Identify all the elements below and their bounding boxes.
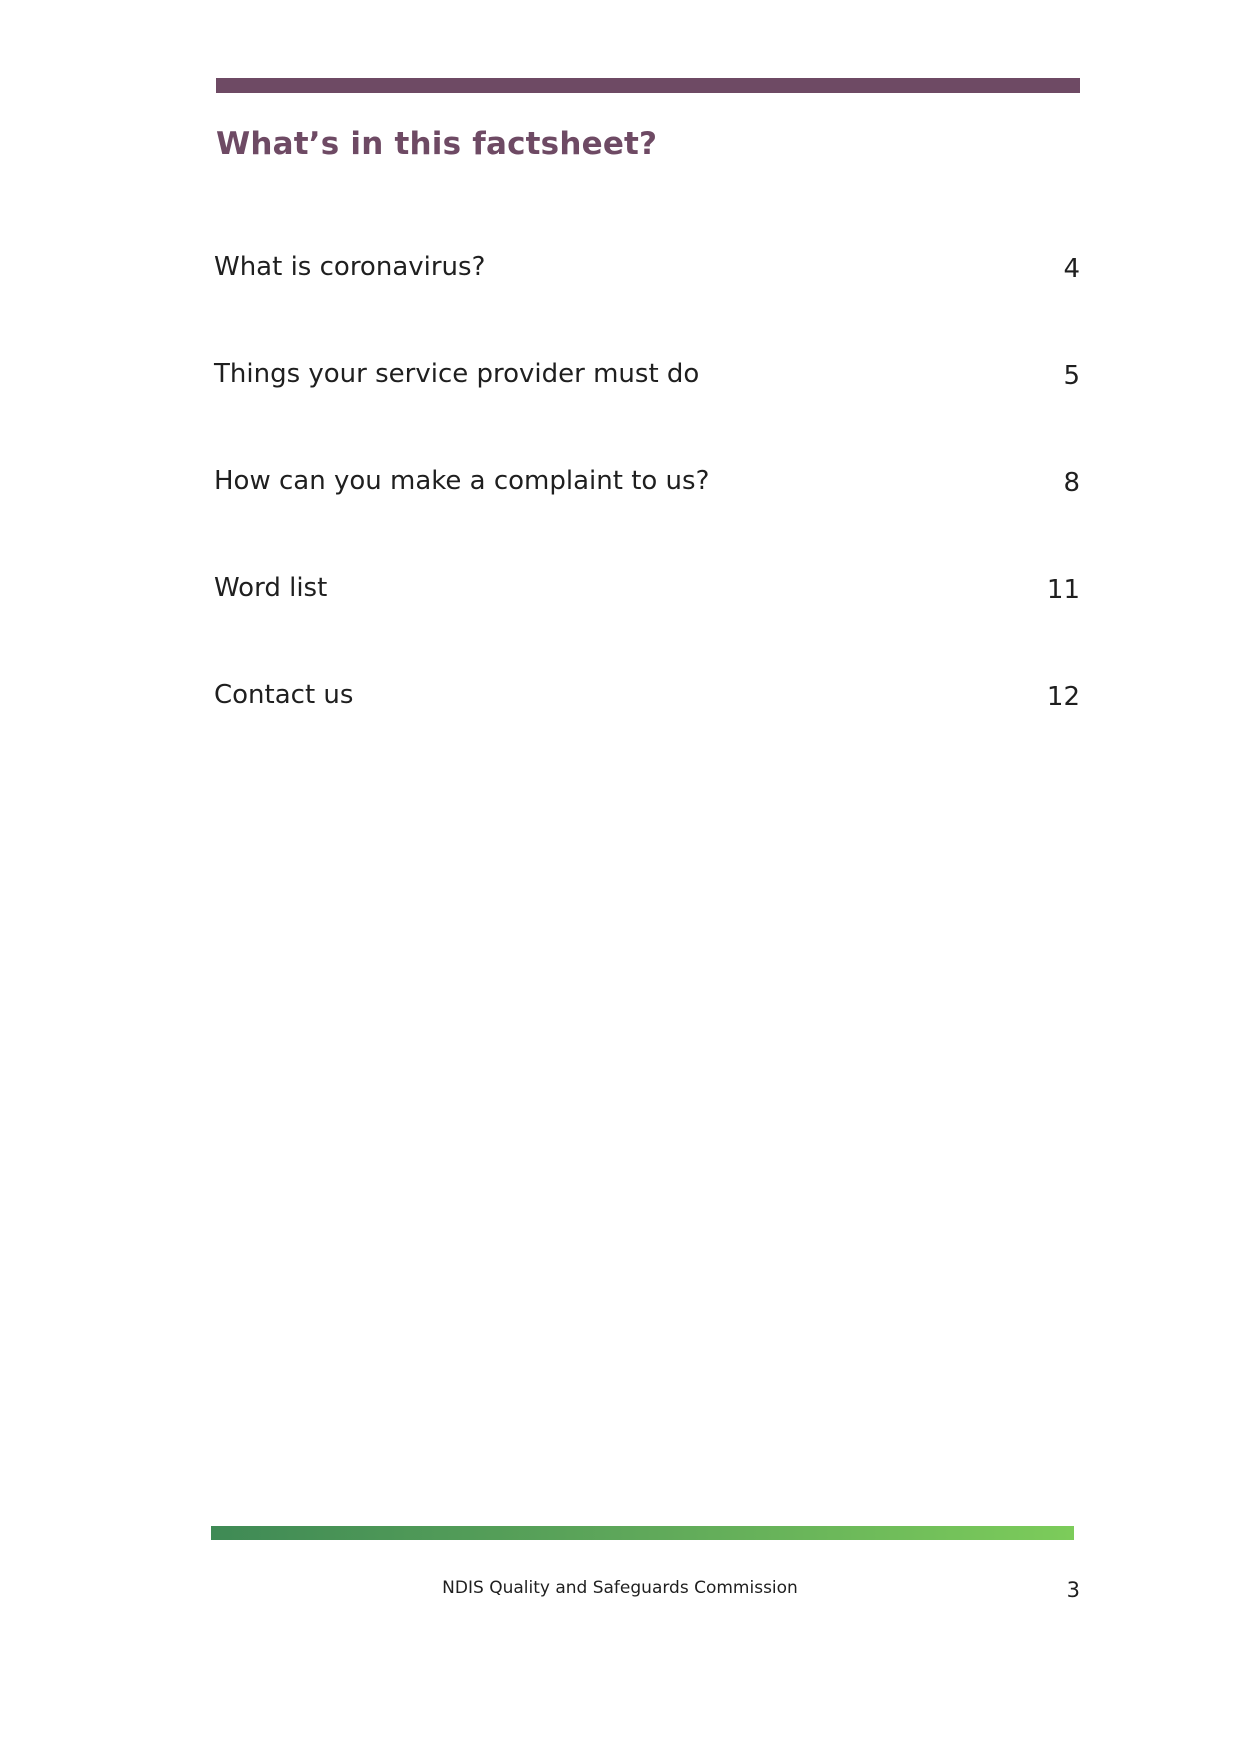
toc-item-word-list[interactable] xyxy=(214,565,1080,672)
toc-item-page: 11 xyxy=(1046,575,1080,605)
footer-rule xyxy=(211,1526,1074,1540)
toc-item-page: 4 xyxy=(1063,254,1080,284)
toc-item-label[interactable]: Contact us xyxy=(214,680,354,710)
toc-item-label[interactable]: How can you make a complaint to us? xyxy=(214,466,710,496)
table-of-contents xyxy=(214,244,1080,779)
toc-item-page: 5 xyxy=(1063,361,1080,391)
toc-item-label[interactable]: What is coronavirus? xyxy=(214,252,486,282)
page-title: What’s in this factsheet? xyxy=(216,126,658,162)
toc-item-coronavirus[interactable] xyxy=(214,244,1080,351)
toc-item-label[interactable]: Things your service provider must do xyxy=(214,359,700,389)
toc-item-provider-duties[interactable] xyxy=(214,351,1080,458)
toc-item-page: 12 xyxy=(1046,682,1080,712)
toc-item-label[interactable]: Word list xyxy=(214,573,328,603)
page-number: 3 xyxy=(1066,1578,1080,1602)
footer-organisation: NDIS Quality and Safeguards Commission xyxy=(442,1578,798,1598)
toc-item-contact-us[interactable] xyxy=(214,672,1080,779)
header-rule xyxy=(216,78,1080,93)
toc-item-complaint[interactable] xyxy=(214,458,1080,565)
toc-item-page: 8 xyxy=(1063,468,1080,498)
